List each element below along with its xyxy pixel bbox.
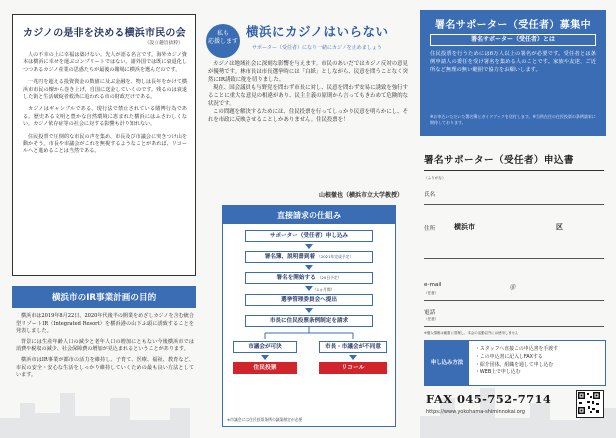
flow-branch-lines [223,327,395,341]
address-field[interactable] [424,258,604,259]
left-column [12,14,196,424]
flow-arrow-icon [305,244,313,249]
email-at-sign: ＠ [510,284,517,291]
email-field[interactable] [424,300,604,301]
ir-plan-paragraph: 背景には生産年齢人口の減少と老年人口の増加にともない今後横浜市では消費や税収の減少、社会保障費の増加が見込まれるということがあります。 [16,338,194,353]
recruit-question: 署名サポーター（受任者）とは [430,34,596,46]
privacy-note: ※個人情報は厳重に管理し、本会の活動以外には使用しません [424,331,519,335]
flow-branch-pass: 市議会が可決 [233,341,297,353]
middle-paragraph: 現在、国会議員も与野党を問わず市長に対し、民意を問わず安易に誘致を強行することに重大な意見の相違があり、民主主義の原則から言ってもきわめて危険的な状況です。 [208,85,408,107]
recruit-note: ※お申込いただいた署名簿とガイドブックを送付します。※当所在住の住民投票の条例請求に期待しております。 [430,114,596,125]
flow-arrow-icon [305,308,313,313]
name-label: 氏名 [424,192,436,198]
flow-step-4: 選挙管理委員会へ提出 [245,294,373,306]
email-optional: （任意） [424,291,439,295]
flow-footnote: ※市議会には住民投票条例の議案制定が必要 [227,417,303,422]
phone-label: 電話 [424,310,436,316]
method-item: ・スタッフへ直接この申込書を手渡す [475,346,559,352]
website-url[interactable]: https://www.yokohama-shiminnokai.org [426,409,525,415]
name-field[interactable] [424,204,604,205]
main-subheadline: サポーター（受任者）になり一緒にカジノを止めましょう [252,45,382,51]
main-headline: 横浜にカジノはいらない [246,24,389,39]
flow-result-recall: リコール [319,362,387,374]
signature: 山根徹也（横浜市立大学教授） [318,192,403,199]
flow-arrow-icon [305,265,313,270]
flow-header [223,206,395,224]
flow-step-1: サポーター（受任者）申し込み [245,230,373,242]
address-label: 住所 [424,226,436,232]
ir-plan-paragraph: 横浜市は2019年8月22日、2020年代後半の開業をめざしカジノを含む統合型リゾートIR（Integrated Resort）を横浜港の山下ふ頭に誘致することを発表しました。 [16,313,194,335]
phone-field[interactable] [424,326,604,327]
phone-optional: （任意） [424,317,439,321]
application-methods-label: 申し込み方法 [425,341,469,385]
association-note: （設立趣旨抜粋） [144,41,183,46]
address-ward: 区 [556,223,563,231]
support-badge [206,24,240,58]
application-methods-list [475,346,558,377]
method-item: ・紹介団体、組織を通して申し込む [475,361,554,368]
ir-plan-title: 横浜市のIR事業計画の目的 [51,293,157,303]
middle-paragraph: この問題を解決するためには、住民投票を行ってしっかり民意を明らかにし、それを市政に反映させることしかありません。住民投票を！ [208,109,408,123]
ir-plan-body [16,313,194,383]
form-title: 署名サポーター（受任者）申込書 [424,155,574,166]
furigana-label: （ふりがな） [424,176,446,180]
direct-request-flow [222,205,396,427]
right-column [420,10,606,428]
flow-result-referendum: 住民投票 [233,362,297,374]
application-methods [424,340,606,386]
flow-step-2: 署名簿、説明書到着 （2021年完成予定） [245,251,373,263]
badge-line-2: 応援します [207,38,238,45]
qr-code-icon[interactable] [576,390,604,418]
flow-arrow-icon [261,355,269,360]
flow-branch-reject: 市長・市議会が不同意 [319,341,387,353]
badge-line-1: 私も [216,30,229,37]
flow-period-note: （1ヵ月間） [313,287,335,292]
recruit-title: 署名サポーター（受任者）募集中 [435,20,591,31]
ir-plan-paragraph: 横浜市はIR事業が都市の活力を維持し、子育て、医療、福祉、教育など、市民の安全・安心な生活をしっかり維持していくための最も良い方法としています。 [16,356,194,379]
flow-step-3: 署名を開始する （20日予定） [245,272,373,284]
recruit-body: 住民投票を行うためには6万人以上の署名が必要です。受任者とは条例申請人の委任を受け署名を集める人のことです。家族や友達、ご近所など無理の無い範囲で協力をお願いします。 [430,51,596,74]
ir-plan-header [12,286,196,308]
association-paragraph: カジノはギャンブルである。現行法で禁止されている賭博行為である。歴史ある文明と豊かな自然環境に恵まれた横浜にはふさわしくない。カジノ依存症等の社会に対する影響も計り知れない。 [23,106,187,128]
association-paragraph: 人の不幸の上に幸福は築けない。先人が語る名言です。海外カジノ資本は横浜に幸せを運ぶコンプリートではない。諸外国では既に衰退化しつつあるカジノ産業の思惑たちが最後の賭場に横浜を選んだのです。 [23,52,187,73]
association-box [12,14,196,276]
form-title-divider [424,170,604,171]
fax-number: FAX 045-752-7714 [426,392,552,406]
flow-step-5: 市長に住民投票条例制定を請求 [245,315,373,327]
method-item: ・この申込書に記入しFAXする [475,353,543,360]
association-title: カジノの是非を決める横浜市民の会 [23,28,186,39]
association-paragraph: 住民投票で圧倒的な市民の声を集め、市長及び市議会に突きつけ山を動かそう。市長や市議会がこれを無視するようなことがあれば、リコールへと進めることは当然である。 [23,133,187,155]
middle-body [208,60,408,124]
method-item: ・WEB上で申し込む [475,369,521,376]
flow-title: 直接請求の仕組み [277,211,341,220]
email-label: e-mail [424,282,442,288]
flow-arrow-icon [305,286,313,291]
flow-arrow-icon [349,355,357,360]
association-body [23,52,187,161]
association-paragraph: 一兆円を超える投資資金の数値に及ぶ金融を、物しは長年をかけて横浜市市民の懐から巻き上げ、自国に送金していくのです。残るのは衰退した街と生活破綻者救済に追われる市の財政だけである。 [23,79,187,101]
address-city: 横浜市 [454,223,475,231]
middle-paragraph: カジノは地域社会に深刻な影響を与えます。市民のあいだではカジノ反対の意見が優勢です。林市長は市長選挙時には「白紙」としながら、民意を問うことなく突然にIR誘致に舵を切りました。 [208,61,408,83]
recruit-panel [420,10,606,136]
middle-column [206,10,411,428]
